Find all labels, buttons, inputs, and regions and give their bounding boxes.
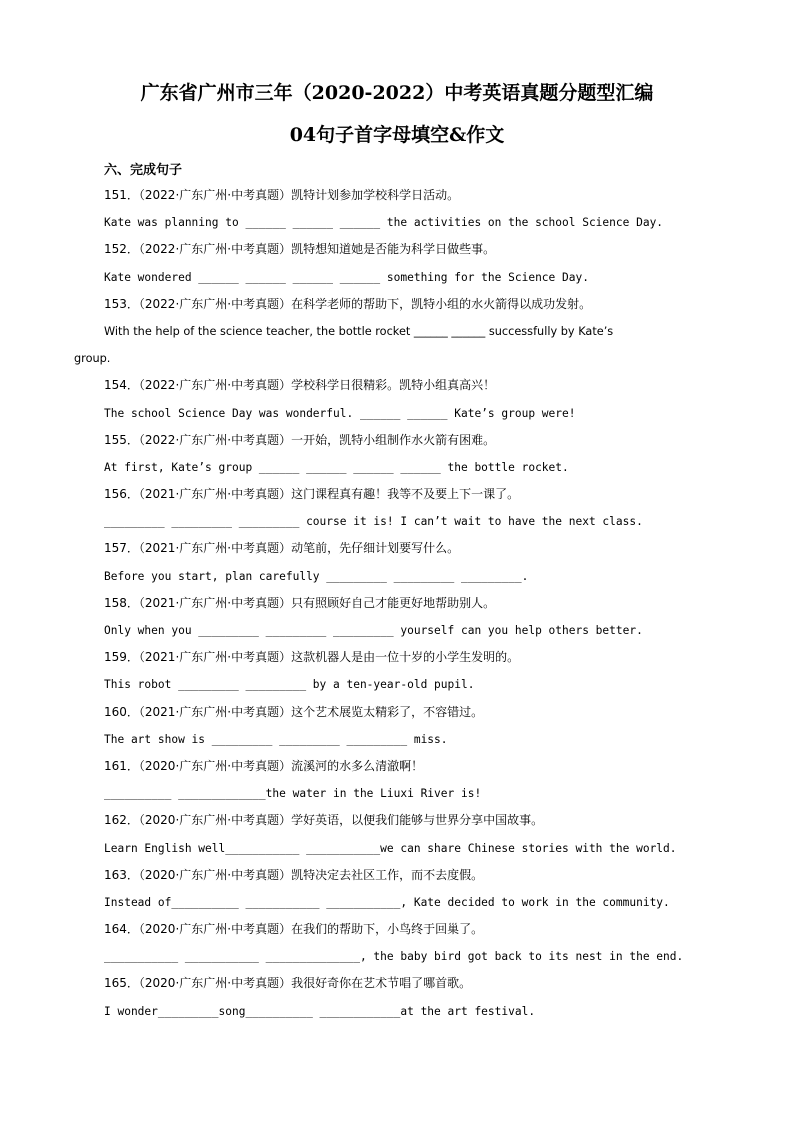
question-prompt: 161．（2020·广东广州·中考真题）流溪河的水多么清澈啊！ [104,758,424,773]
section-heading: 六、完成句子 [104,163,183,178]
question-sentence: __________ _____________the water in the Liuxi River is! [104,787,482,801]
question-sentence: _________ _________ _________ course it is! I can’t wait to have the next class. [104,515,643,529]
question-sentence: Kate wondered ______ ______ ______ ______ something for the Science Day. [104,270,589,284]
question-sentence: With the help of the science teacher, the bottle rocket ______ ______ successfully by Kate’s [104,324,614,338]
question-sentence: Only when you _________ _________ _________ yourself can you help others better. [104,624,643,637]
question-sentence: The school Science Day was wonderful. ______ ______ Kate’s group were! [104,406,576,420]
question-159 [104,644,724,698]
question-sentence: ___________ ___________ ______________, the baby bird got back to its nest in the end. [104,950,684,964]
question-165 [104,970,724,1024]
question-163 [104,862,724,916]
question-sentence-continued: group. [74,352,111,366]
question-160 [104,699,724,753]
question-164 [104,916,724,970]
question-162 [104,807,724,861]
question-prompt: 160．（2021·广东广州·中考真题）这个艺术展览太精彩了，不容错过。 [104,704,484,719]
question-sentence: Kate was planning to ______ ______ ______ the activities on the school Science Day. [104,216,664,230]
question-list [74,182,724,1025]
question-158 [104,590,724,644]
document-title-line2: 04句子首字母填空&作文 [289,124,505,146]
question-sentence: Before you start, plan carefully _________ _________ _________. [104,569,529,583]
question-153 [74,291,724,373]
question-sentence: I wonder_________song__________ ____________at the art festival. [104,1004,536,1018]
question-prompt: 153．（2022·广东广州·中考真题）在科学老师的帮助下，凯特小组的水火箭得以成功发射。 [104,296,592,311]
question-152 [104,236,724,290]
question-prompt: 151．（2022·广东广州·中考真题）凯特计划参加学校科学日活动。 [104,188,460,202]
question-prompt: 159．（2021·广东广州·中考真题）这款机器人是由一位十岁的小学生发明的。 [104,650,520,665]
question-prompt: 157．（2021·广东广州·中考真题）动笔前，先仔细计划要写什么。 [104,541,460,556]
question-prompt: 163．（2020·广东广州·中考真题）凯特决定去社区工作，而不去度假。 [104,867,484,882]
question-sentence: Learn English well___________ ___________we can share Chinese stories with the world. [104,841,677,855]
question-161 [104,753,724,807]
question-sentence: This robot _________ _________ by a ten-year-old pupil. [104,678,475,692]
question-sentence: Instead of__________ ___________ ___________, Kate decided to work in the community. [104,895,670,909]
question-156 [104,481,724,535]
question-prompt: 162．（2020·广东广州·中考真题）学好英语，以便我们能够与世界分享中国故事。 [104,813,544,828]
question-prompt: 155．（2022·广东广州·中考真题）一开始，凯特小组制作水火箭有困难。 [104,432,496,447]
question-prompt: 156．（2021·广东广州·中考真题）这门课程真有趣！我等不及要上下一课了。 [104,487,520,502]
document-title-line1: 广东省广州市三年（2020-2022）中考英语真题分题型汇编 [140,82,654,104]
question-prompt: 152．（2022·广东广州·中考真题）凯特想知道她是否能为科学日做些事。 [104,242,496,257]
question-prompt: 158．（2021·广东广州·中考真题）只有照顾好自己才能更好地帮助别人。 [104,595,496,610]
question-prompt: 165．（2020·广东广州·中考真题）我很好奇你在艺术节唱了哪首歌。 [104,976,472,991]
question-157 [104,535,724,589]
question-155 [104,427,724,481]
question-154 [104,372,724,426]
question-sentence: At first, Kate’s group ______ ______ ______ ______ the bottle rocket. [104,460,569,474]
question-prompt: 164．（2020·广东广州·中考真题）在我们的帮助下，小鸟终于回巢了。 [104,922,484,937]
question-sentence: The art show is _________ _________ _________ miss. [104,732,448,746]
question-prompt: 154．（2022·广东广州·中考真题）学校科学日很精彩。凯特小组真高兴！ [104,378,496,393]
question-151 [104,182,724,236]
